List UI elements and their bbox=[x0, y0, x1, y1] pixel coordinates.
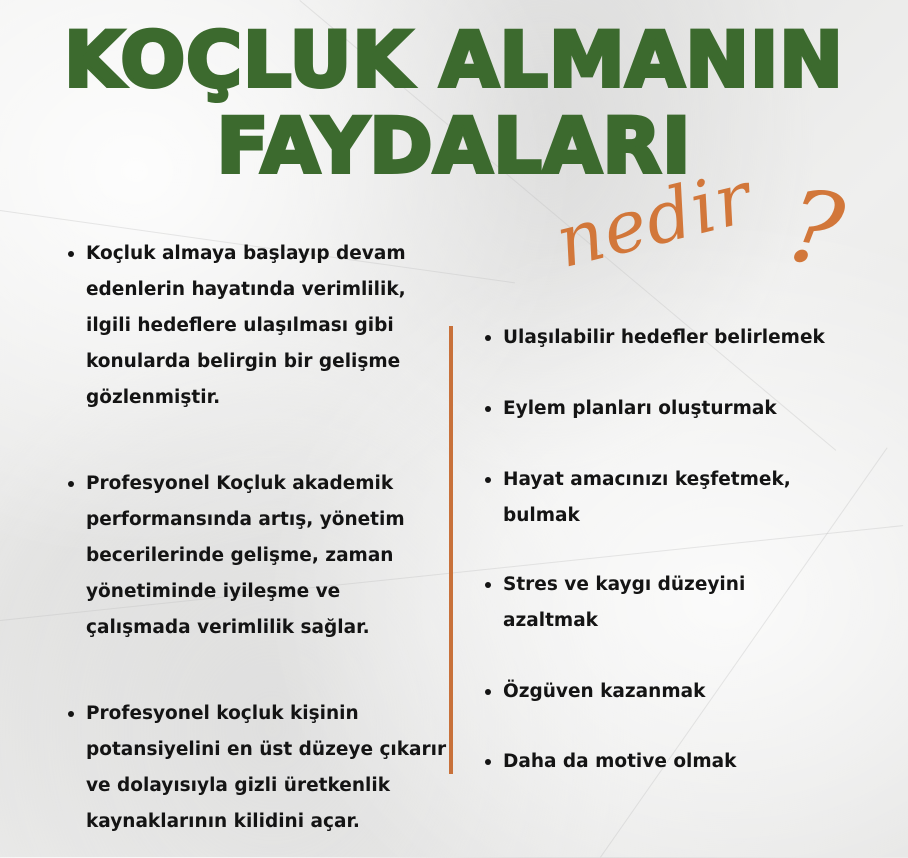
benefits-short-list bbox=[485, 320, 895, 780]
page-title-line-2: FAYDALARI bbox=[216, 101, 692, 190]
list-item: Eylem planları oluşturmak bbox=[485, 391, 895, 427]
column-divider bbox=[449, 326, 453, 774]
subtitle-script bbox=[547, 154, 860, 320]
list-item: Koçluk almaya başlayıp devam edenlerin hayatında verimlilik, ilgili hedeflere ulaşılması gibi konularda belirgin bir gelişme gözlenmiştir. bbox=[68, 236, 448, 416]
list-item: Daha da motive olmak bbox=[485, 744, 895, 780]
subtitle-word: nedir bbox=[547, 154, 760, 284]
list-item: Özgüven kazanmak bbox=[485, 674, 895, 710]
question-mark: ? bbox=[778, 166, 852, 291]
page-title-line-1: KOÇLUK ALMANIN bbox=[64, 15, 844, 104]
list-item: Ulaşılabilir hedefler belirlemek bbox=[485, 320, 895, 356]
list-item: Stres ve kaygı düzeyini azaltmak bbox=[485, 567, 803, 639]
benefits-paragraph-list bbox=[68, 236, 448, 840]
list-item: Profesyonel koçluk kişinin potansiyelini en üst düzeye çıkarır ve dolayısıyla gizli üretkenlik kaynaklarının kilidini açar. bbox=[68, 696, 448, 840]
list-item: Profesyonel Koçluk akademik performansında artış, yönetim becerilerinde gelişme, zaman yönetiminde iyileşme ve çalışmada verimlilik sağlar. bbox=[68, 466, 448, 646]
list-item: Hayat amacınızı keşfetmek, bulmak bbox=[485, 462, 858, 534]
